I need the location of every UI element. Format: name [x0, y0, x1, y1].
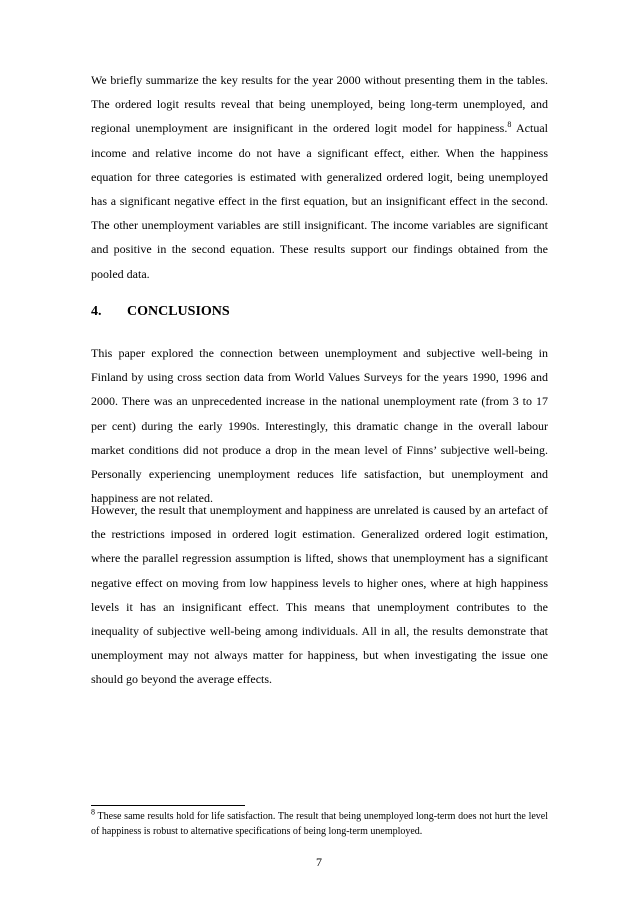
paragraph-conclusions-2: However, the result that unemployment and happiness are unrelated is caused by an artefact of the restrictions imposed in ordered logit estimation. Generalized ordered logit estimation, where the parallel regression assumption is lifted, shows that unemployment has a significant negative effect on moving from low happiness levels to higher ones, where at high happiness levels it has an insignificant effect. This means that unemployment contributes to the inequality of subjective well-being among individuals. All in all, the results demonstrate that unemployment may not always matter for happiness, but when investigating the issue one should go beyond the average effects. [91, 503, 548, 687]
section-number: 4. [91, 304, 102, 319]
paragraph-results-2000-text-a: We briefly summarize the key results for the year 2000 without presenting them in the tables. The ordered logit results reveal that being unemployed, being long-term unemployed, and regional unemployment are insignificant in the ordered logit model for happiness. [91, 73, 548, 136]
section-title: CONCLUSIONS [127, 304, 230, 319]
footnote-separator [91, 805, 245, 806]
paragraph-conclusions-1: This paper explored the connection between unemployment and subjective well-being in Finland by using cross section data from World Values Surveys for the years 1990, 1996 and 2000. There was an unprecedented increase in the national unemployment rate (from 3 to 17 per cent) during the early 1990s. Interestingly, this dramatic change in the overall labour market conditions did not produce a drop in the mean level of Finns’ subjective well-being. Personally experiencing unemployment reduces life satisfaction, but unemployment and happiness are not related. [91, 346, 548, 506]
footnote-marker: 8 [91, 807, 95, 817]
footnote-reference: 8 [507, 120, 512, 130]
footnote-text: These same results hold for life satisfaction. The result that being unemployed long-term does not hurt the level of happiness is robust to alternative specifications of being long-term unemployed. [91, 811, 548, 837]
paragraph-results-2000-text-b: Actual income and relative income do not have a significant effect, either. When the happiness equation for three categories is estimated with generalized ordered logit, being unemployed has a significant negative effect in the first equation, but an insignificant effect in the second. The other unemployment variables are still insignificant. The income variables are significant and positive in the second equation. These results support our findings obtained from the pooled data. [91, 121, 548, 281]
footnote [91, 807, 548, 839]
page-number: 7 [316, 855, 322, 869]
section-heading [91, 304, 230, 320]
paragraph-results-2000 [91, 68, 548, 286]
